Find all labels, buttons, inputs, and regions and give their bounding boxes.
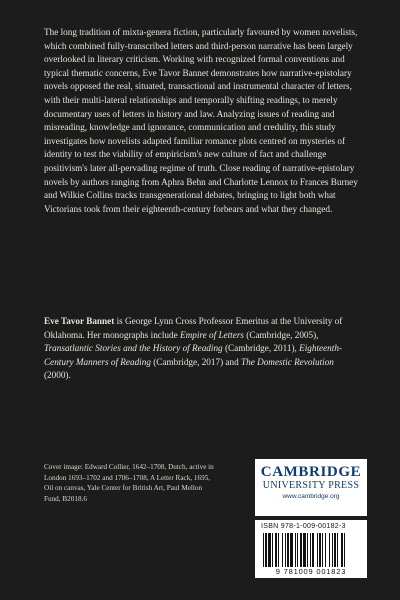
- bio-text-4: (Cambridge, 2017) and: [150, 356, 241, 367]
- blurb-paragraph: The long tradition of mixta-genera fiction, particularly favoured by women novelists, which combined fully-transcribed letters and third-person narrative has been largely overlooked in literary criticism. Working with recognized formal conventions and typical thematic concerns, Eve Tavor Bannet demonstrates how narrative-epistolary novels opposed the real, situated, transactional and instrumental character of letters, with their multi-lateral relationships and temporally shifting readings, to merely documentary uses of letters in history and law. Analyzing issues of reading and misreading, knowledge and ignorance, communication and credulity, this study investigates how novelists adapted familiar romance plots centred on mysteries of identity to test the viability of empiricism's new culture of fact and challenge positivism's later all-pervading regime of truth. Close reading of narrative-epistolary novels by authors ranging from Aphra Behn and Charlotte Lennox to Frances Burney and Wilkie Collins tracks transgenerational debates, bringing to light both what Victorians took from their eighteenth-century forbears and what they changed.: [44, 27, 358, 214]
- publisher-logo[interactable]: [255, 459, 367, 516]
- cover-image-credit: Cover image: Edward Collier, 1642–1708, Dutch, active in London 1693–1702 and 1706–1708, A Letter Rack, 1695, Oil on canvas, Yale Center for British Art, Paul Mellon Fund, B2018.6: [44, 463, 214, 503]
- publisher-name: CAMBRIDGE: [260, 464, 362, 480]
- book-title-2: Transatlantic Stories and the History of Reading: [44, 343, 223, 354]
- book-title-4: The Domestic Revolution: [241, 356, 334, 367]
- author-name: Eve Tavor Bannet: [44, 316, 115, 326]
- barcode-digits: 9 781009 001823: [275, 567, 347, 576]
- isbn-label: ISBN 978-1-009-00182-3: [261, 523, 346, 530]
- bio-text-2: (Cambridge, 2005),: [243, 329, 319, 340]
- author-bio: [44, 315, 360, 383]
- book-title-3: Eighteenth-Century Manners of Reading: [44, 343, 342, 367]
- isbn-barcode: [255, 520, 367, 578]
- publisher-subtitle: UNIVERSITY PRESS: [262, 480, 360, 491]
- book-title-1: Empire of Letters: [180, 329, 244, 340]
- barcode-bars: [263, 533, 361, 567]
- bio-text-1: is George Lynn Cross Professor Emeritus at the University of Oklahoma. Her monographs include: [44, 316, 343, 340]
- bio-text-3: (Cambridge, 2011),: [222, 343, 300, 354]
- bio-text-5: (2000).: [44, 370, 71, 381]
- publisher-url[interactable]: www.cambridge.org: [282, 493, 340, 500]
